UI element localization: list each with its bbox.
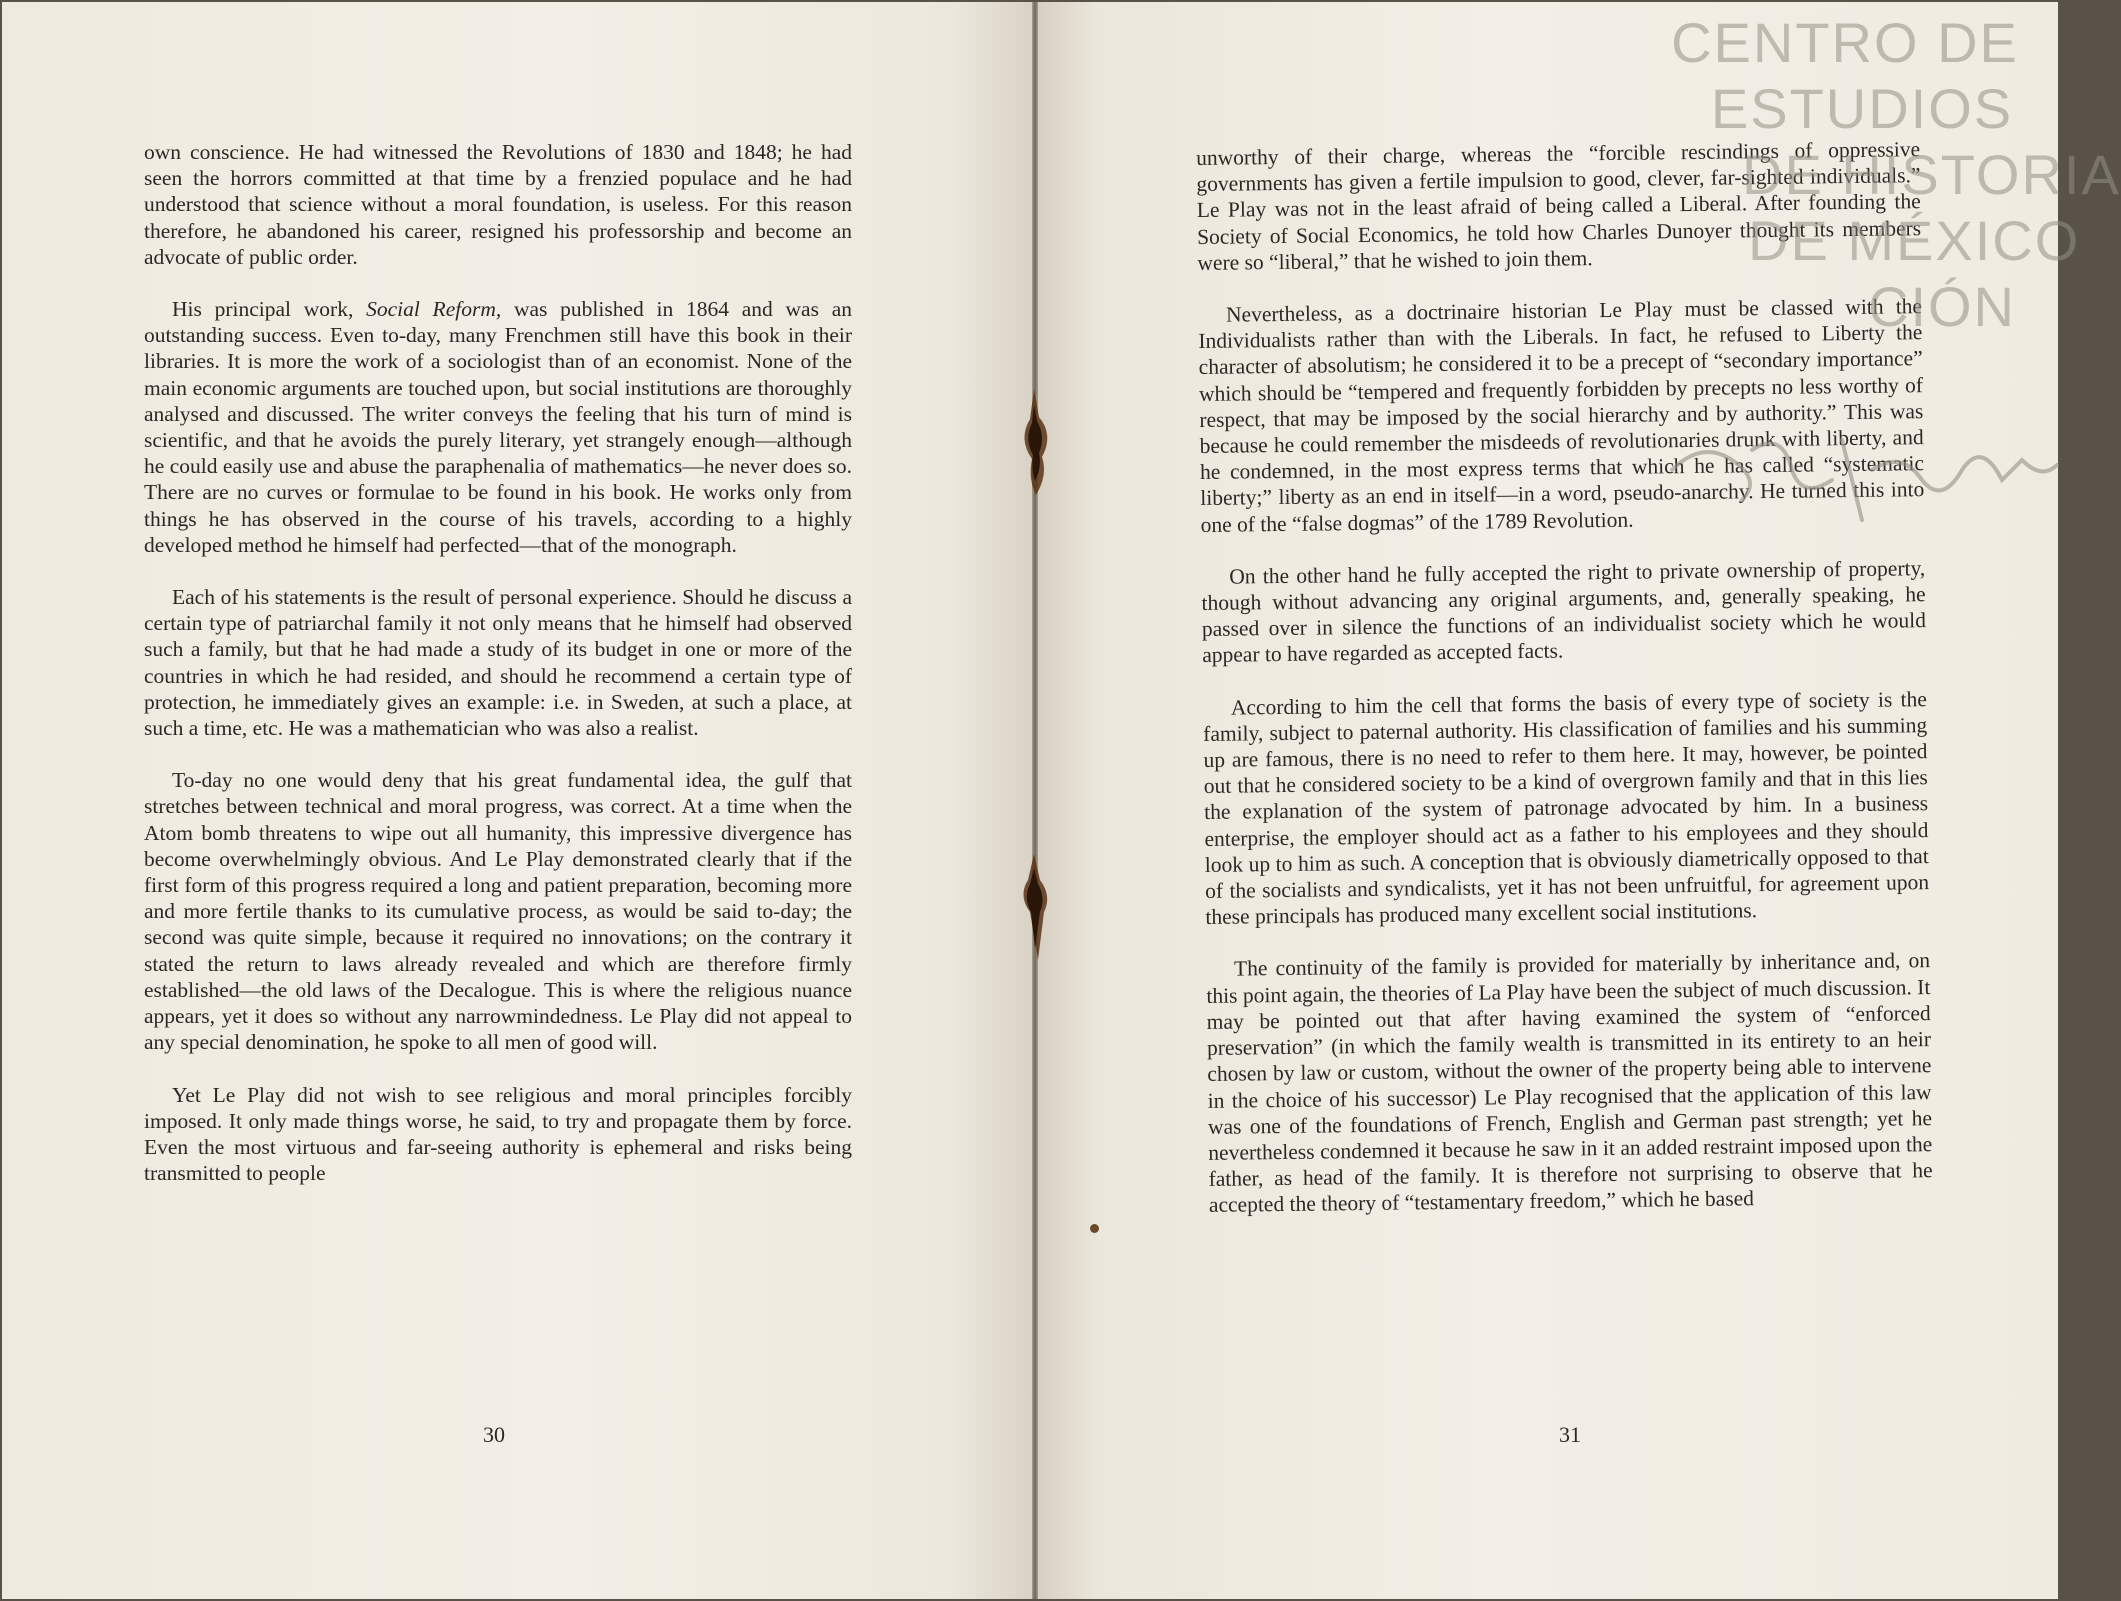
- book-title: Social Reform,: [366, 297, 502, 322]
- paragraph: Yet Le Play did not wish to see religious and moral principles forcibly imposed. It only made things worse, he said, to try and propagate them by force. Even the most virtuous and far-seeing authority is ephemeral and risks being transmitted to people: [144, 1082, 852, 1186]
- left-page-text: [144, 139, 852, 1186]
- staple-hole-burn-mark: [1012, 852, 1058, 962]
- staple-hole-burn-mark: [1012, 387, 1058, 497]
- left-page: [2, 2, 1032, 1599]
- stamp-line: DE HISTORIA: [1742, 143, 2121, 206]
- paragraph: The continuity of the family is provided for materially by inheritance and, on this point again, the theories of La Play have been the subject of much discussion. It may be pointed out that after having examined the system of “enforced preservation” (in which the family wealth is transmitted in its entirety to an heir chosen by law or custom, without the owner of the property being able to intervene in the choice of his successor) Le Play recognised that the application of this law was one of the foundations of French, English and German past strength; yet he nevertheless condemned it because he saw in it an added restraint imposed upon the father, as head of the family. It is therefore not surprising to observe that he accepted the theory of “testamentary freedom,” which he based: [1206, 948, 1933, 1218]
- stamp-line: DE MÉXICO: [1748, 209, 2081, 272]
- paragraph: On the other hand he fully accepted the right to private ownership of property, though without advancing any original arguments, and, generally speaking, he passed over in silence the functions of an individualist society which he would appear to have regarded as accepted facts.: [1201, 555, 1927, 668]
- right-page-text: [1196, 136, 1933, 1218]
- paragraph: Nevertheless, as a doctrinaire historian Le Play must be classed with the Individualists rather than with the Liberals. In fact, he refused to Liberty the character of absolutism; he considered it to be a precept of “secondary importance” which should be “tempered and frequently forbidden by precepts no less worthy of respect, that may be imposed by the social hierarchy and by authority.” This was because he could remember the misdeeds of revolutionaries drunk with liberty, and he condemned, in the most express terms that which he has called “systematic liberty;” liberty as an end in itself—in a word, pseudo-anarchy. He turned this into one of the “false dogmas” of the 1789 Revolution.: [1198, 294, 1925, 537]
- paragraph: unworthy of their charge, whereas the “forcible rescindings of oppressive governments has given a fertile impulsion to good, clever, far-sighted individuals.” Le Play was not in the least afraid of being called a Liberal. After founding the Society of Social Economics, he told how Charles Dunoyer thought its members were so “liberal,” that he wished to join them.: [1196, 137, 1922, 275]
- ink-speck: [1090, 1224, 1099, 1233]
- stamp-line: CENTRO DE: [1671, 11, 2019, 74]
- page-number-right: 31: [1559, 1422, 1581, 1447]
- paragraph: According to him the cell that forms the basis of every type of society is the family, subject to paternal authority. His classification of families and his summing up are famous, there is no need to refer to them here. It may, however, be pointed out that he considered society to be a kind of overgrown family and that in this lies the explanation of the system of patronage advocated by him. In a business enterprise, the employer should act as a father to his employees and they should look up to him as such. A conception that is obviously diametrically opposed to that of the socialists and syndicalists, yet it has not been unfruitful, for agreement upon these principals has produced many excellent social institutions.: [1203, 686, 1930, 930]
- paragraph: To-day no one would deny that his great fundamental idea, the gulf that stretches between technical and moral progress, was correct. At a time when the Atom bomb threatens to wipe out all humanity, this impressive divergence has become overwhelmingly obvious. And Le Play demonstrated clearly that if the first form of this progress required a long and patient preparation, becoming more and more fertile thanks to its cumulative process, as would be said to-day; the second was quite simple, because it required no innovations; on the contrary it stated the return to laws already revealed and which are therefore firmly established—the old laws of the Decalogue. This is where the religious nuance appears, yet it does so without any narrowmindedness. Le Play did not appeal to any special denomination, he spoke to all men of good will.: [144, 768, 852, 1055]
- paragraph-social-reform: [144, 296, 852, 558]
- paragraph: own conscience. He had witnessed the Revolutions of 1830 and 1848; he had seen the horrors committed at that time by a frenzied populace and he had understood that science without a moral foundation, is useless. For this reason therefore, he abandoned his career, resigned his professorship and become an advocate of public order.: [144, 140, 852, 269]
- paragraph: Each of his statements is the result of personal experience. Should he discuss a certain type of patriarchal family it not only means that he himself had observed such a family, but that he had made a study of its budget in one or more of the countries in which he had resided, and should he recommend a certain type of protection, he immediately gives an example: i.e. in Sweden, at such a place, at such a time, etc. He was a mathematician who was also a realist.: [144, 585, 852, 741]
- paragraph-text: was published in 1864 and was an outstanding success. Even to-day, many Frenchmen still have this book in their libraries. It is more the work of a sociologist than of an economist. None of the main economic arguments are touched upon, but social institutions are thoroughly analysed and discussed. The writer conveys the feeling that his turn of mind is scientific, and that he avoids the purely literary, yet strangely enough—although he could easily use and abuse the paraphenalia of mathematics—he never does so. There are no curves or formulae to be found in his book. He works only from things he has observed in the course of his travels, according to a highly developed method he himself had perfected—that of the monograph.: [144, 297, 852, 557]
- book-spread: [2, 2, 2121, 1599]
- paragraph-text: His principal work,: [172, 297, 367, 322]
- stamp-line: ESTUDIOS: [1710, 77, 2014, 140]
- page-number-left: 30: [483, 1422, 505, 1447]
- stamp-line: CIÓN: [1868, 275, 2016, 338]
